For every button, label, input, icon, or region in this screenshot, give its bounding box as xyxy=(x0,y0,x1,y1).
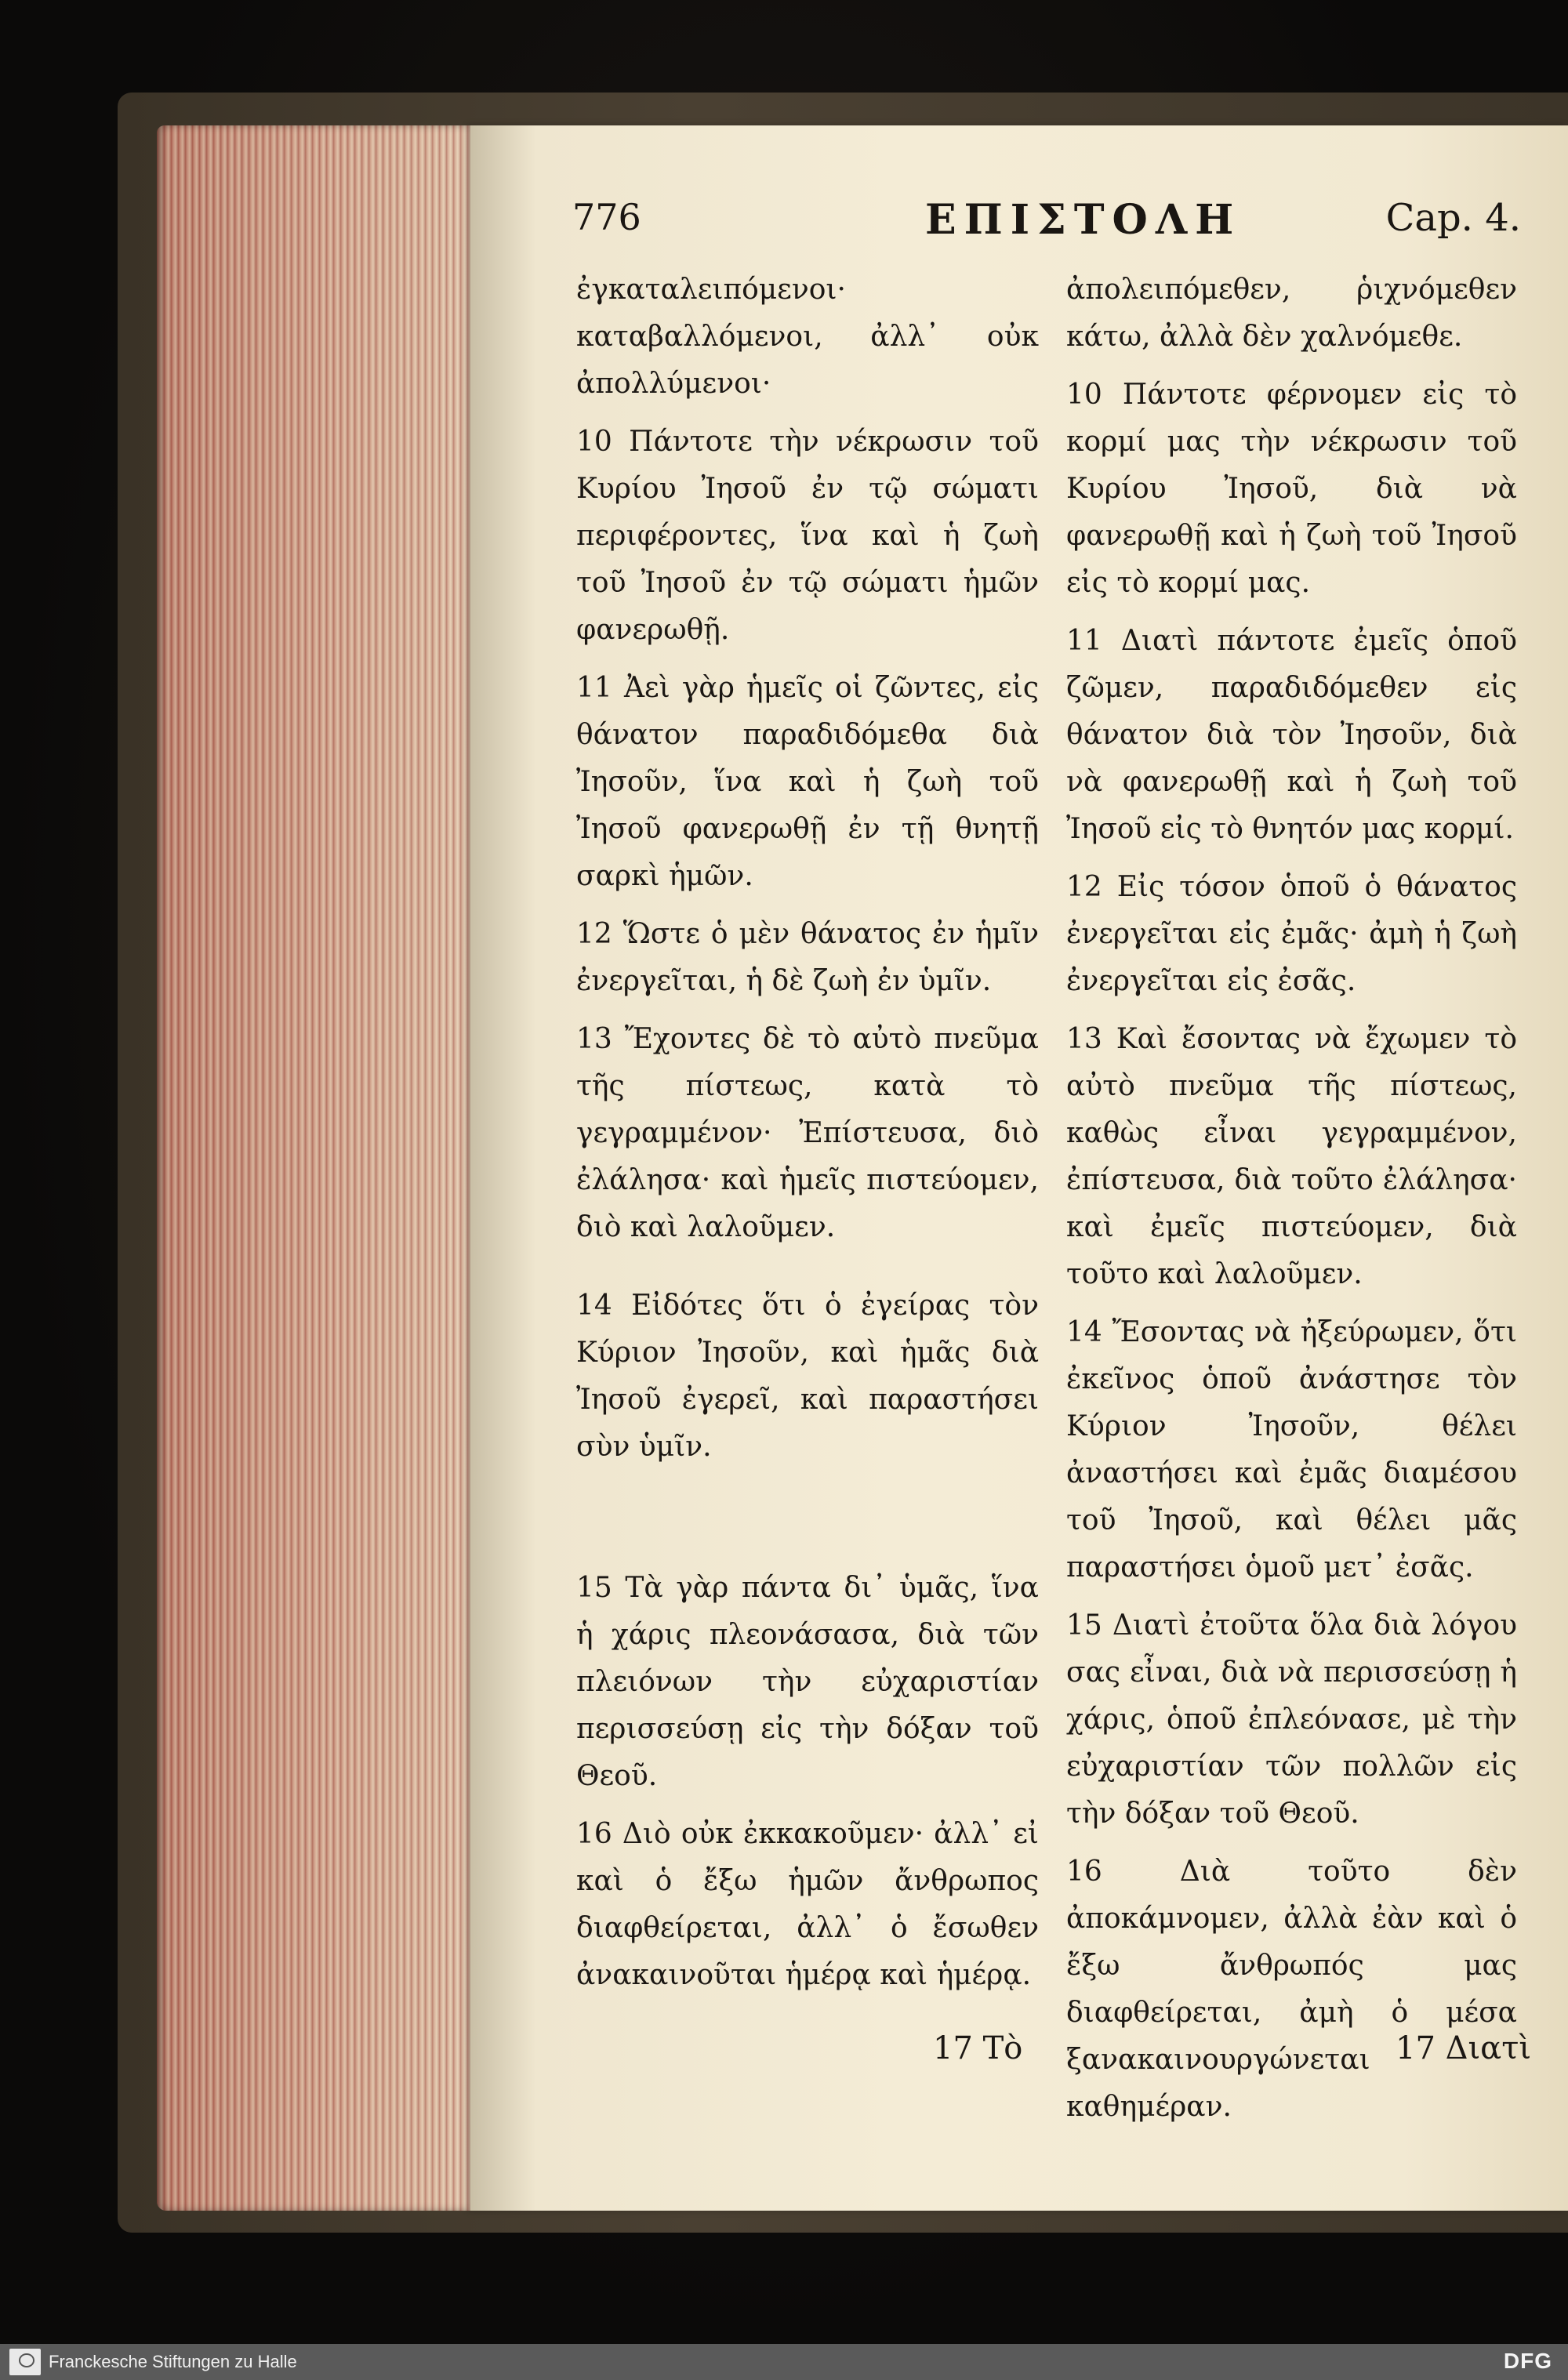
page-header xyxy=(470,196,1568,267)
catchword-right: 17 Διατὶ xyxy=(1396,2030,1532,2066)
verse-10: 10 Πάντοτε τὴν νέκρωσιν τοῦ Κυρίου Ἰησοῦ ἐν τῷ σώματι περιφέροντες, ἵνα καὶ ἡ ζωὴ τοῦ Ἰησοῦ ἐν τῷ σώματι ἡμῶν φανερωθῇ. xyxy=(576,426,1039,646)
verse-16: 16 Διὸ οὐκ ἐκκακοῦμεν· ἀλλ᾽ εἰ καὶ ὁ ἔξω ἡμῶν ἄνθρωπος διαφθείρεται, ἀλλ᾽ ὁ ἔσωθεν ἀνακαινοῦται ἡμέρᾳ καὶ ἡμέρᾳ. xyxy=(576,1818,1039,1991)
page-fore-edge xyxy=(157,125,478,2211)
catchword-left: 17 Τὸ xyxy=(933,2030,1023,2066)
chapter-label: Cap. 4. xyxy=(1385,196,1521,240)
verse-13: 13 Καὶ ἔσοντας νὰ ἔχωμεν τὸ αὐτὸ πνεῦμα τῆς πίστεως, καθὼς εἶναι γεγραμμένον, ἐπίστευσα, διὰ τοῦτο ἐλάλησα· καὶ ἐμεῖς πιστεύομεν, διὰ τοῦτο καὶ λαλοῦμεν. xyxy=(1066,1023,1517,1290)
verse-16: 16 Διὰ τοῦτο δὲν ἀποκάμνομεν, ἀλλὰ ἐὰν καὶ ὁ ἔξω ἄνθρωπός μας διαφθείρεται, ἀμὴ ὁ μέσα ξανακαινουργώνεται καθημέραν. xyxy=(1066,1856,1517,2123)
running-title: ΕΠΙΣΤΟΛΗ xyxy=(925,196,1242,244)
left-column-ancient-greek xyxy=(576,267,1039,2010)
verse-14: 14 Εἰδότες ὅτι ὁ ἐγείρας τὸν Κύριον Ἰησοῦν, καὶ ἡμᾶς διὰ Ἰησοῦ ἐγερεῖ, καὶ παραστήσει σὺν ὑμῖν. xyxy=(576,1290,1039,1463)
verse-fragment: ἀπολειπόμεθεν, ῥιχνόμεθεν κάτω, ἀλλὰ δὲν χαλνόμεθε. xyxy=(1066,274,1517,353)
verse-10: 10 Πάντοτε φέρνομεν εἰς τὸ κορμί μας τὴν νέκρωσιν τοῦ Κυρίου Ἰησοῦ, διὰ νὰ φανερωθῇ καὶ ἡ ζωὴ τοῦ Ἰησοῦ εἰς τὸ κορμί μας. xyxy=(1066,379,1517,599)
dfg-logo[interactable]: DFG xyxy=(1503,2349,1552,2373)
verse-13: 13 Ἔχοντες δὲ τὸ αὐτὸ πνεῦμα τῆς πίστεως, κατὰ τὸ γεγραμμένον· Ἐπίστευσα, διὸ ἐλάλησα· καὶ ἡμεῖς πιστεύομεν, διὸ καὶ λαλοῦμεν. xyxy=(576,1023,1039,1243)
verse-12: 12 Ὥστε ὁ μὲν θάνατος ἐν ἡμῖν ἐνεργεῖται, ἡ δὲ ζωὴ ἐν ὑμῖν. xyxy=(576,918,1039,997)
verse-15: 15 Διατὶ ἐτοῦτα ὅλα διὰ λόγου σας εἶναι, διὰ νὰ περισσεύσῃ ἡ χάρις, ὁποῦ ἐπλεόνασε, μὲ τὴν εὐχαριστίαν τῶν πολλῶν εἰς τὴν δόξαν τοῦ Θεοῦ. xyxy=(1066,1609,1517,1830)
verse-fragment: ἐγκαταλειπόμενοι· καταβαλλόμενοι, ἀλλ᾽ οὐκ ἀπολλύμενοι· xyxy=(576,274,1039,400)
verse-11: 11 Ἀεὶ γὰρ ἡμεῖς οἱ ζῶντες, εἰς θάνατον παραδιδόμεθα διὰ Ἰησοῦν, ἵνα καὶ ἡ ζωὴ τοῦ Ἰησοῦ φανερωθῇ ἐν τῇ θνητῇ σαρκὶ ἡμῶν. xyxy=(576,672,1039,892)
institution-name[interactable]: Franckesche Stiftungen zu Halle xyxy=(49,2352,297,2371)
verse-11: 11 Διατὶ πάντοτε ἐμεῖς ὁποῦ ζῶμεν, παραδιδόμεθεν εἰς θάνατον διὰ τὸν Ἰησοῦν, διὰ νὰ φανερωθῇ καὶ ἡ ζωὴ τοῦ Ἰησοῦ εἰς τὸ θνητόν μας κορμί. xyxy=(1066,625,1517,845)
right-column-modern-greek xyxy=(1066,267,1517,2142)
institution-logo-icon[interactable] xyxy=(9,2349,41,2375)
book-page xyxy=(470,125,1568,2211)
verse-15: 15 Τὰ γὰρ πάντα δι᾽ ὑμᾶς, ἵνα ἡ χάρις πλεονάσασα, διὰ τῶν πλειόνων τὴν εὐχαριστίαν περισσεύσῃ εἰς τὴν δόξαν τοῦ Θεοῦ. xyxy=(576,1572,1039,1792)
viewer-footer-bar xyxy=(0,2344,1568,2380)
page-number: 776 xyxy=(572,196,641,238)
verse-12: 12 Εἰς τόσον ὁποῦ ὁ θάνατος ἐνεργεῖται εἰς ἐμᾶς· ἀμὴ ἡ ζωὴ ἐνεργεῖται εἰς ἐσᾶς. xyxy=(1066,871,1517,997)
verse-14: 14 Ἔσοντας νὰ ἠξεύρωμεν, ὅτι ἐκεῖνος ὁποῦ ἀνάστησε τὸν Κύριον Ἰησοῦν, θέλει ἀναστήσει καὶ ἐμᾶς διαμέσου τοῦ Ἰησοῦ, καὶ θέλει μᾶς παραστήσει ὁμοῦ μετ᾽ ἐσᾶς. xyxy=(1066,1316,1517,1584)
